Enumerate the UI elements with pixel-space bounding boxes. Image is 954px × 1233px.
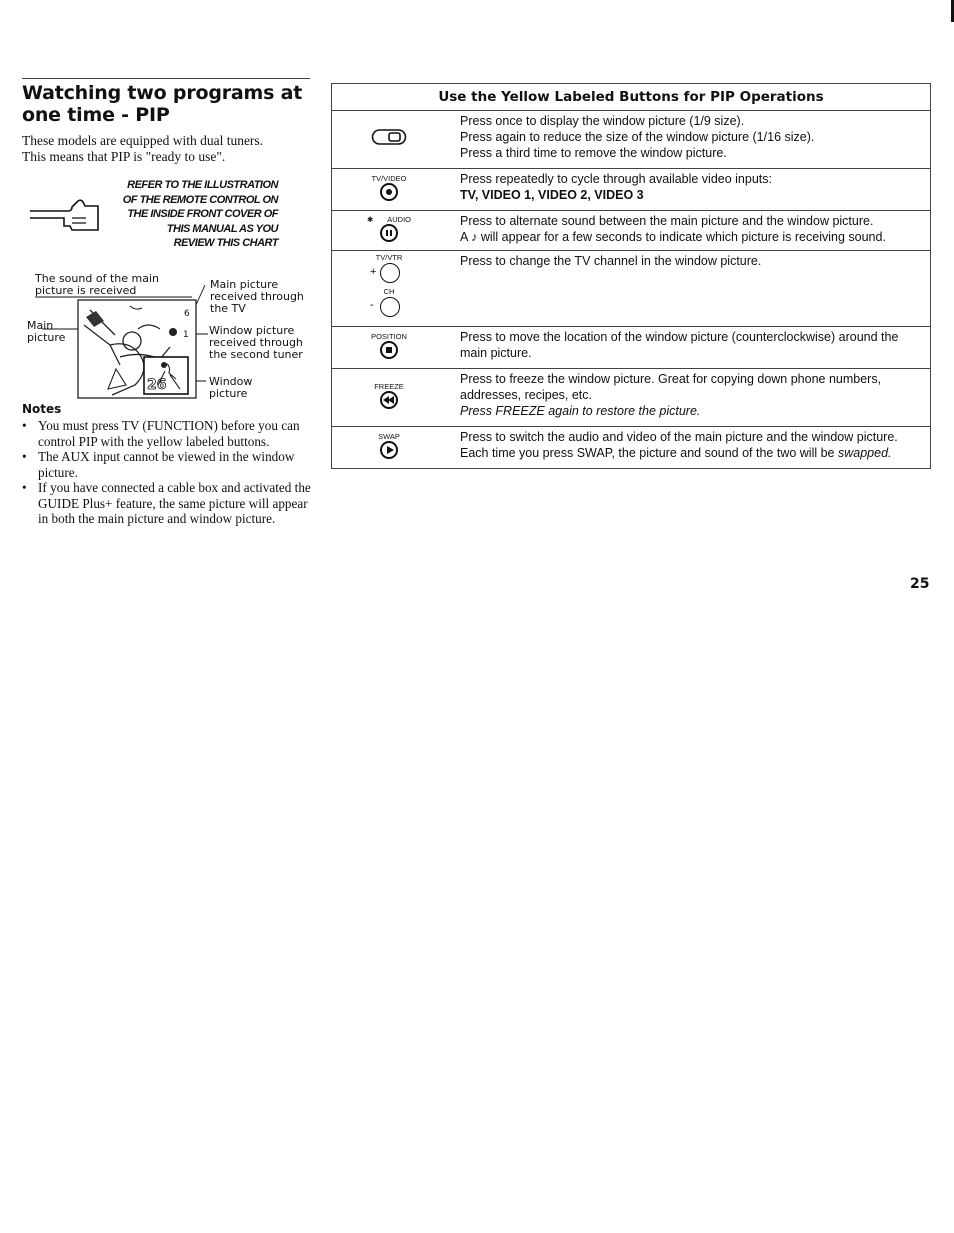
description-line: Press repeatedly to cycle through available video inputs: (460, 172, 772, 186)
description-line: Press to switch the audio and video of the main picture and the window picture. (460, 430, 898, 444)
window-picture-source-line: received through (209, 336, 303, 349)
refer-note-line: REFER TO THE ILLUSTRATION (127, 179, 278, 191)
description-line (460, 445, 922, 461)
refer-note (96, 178, 278, 251)
plus-sign: + (370, 266, 377, 278)
audio-button-cell (332, 211, 447, 251)
description-line: addresses, recipes, etc. (460, 388, 593, 402)
notes-list (22, 418, 312, 527)
description-line: Press to freeze the window picture. Great for copying down phone numbers, (460, 372, 882, 386)
audio-icon (380, 224, 398, 242)
description-line: Press again to reduce the size of the window picture (1/16 size). (460, 130, 815, 144)
audio-description (446, 211, 931, 251)
window-picture-label-line: picture (209, 387, 248, 400)
table-header-row (332, 84, 931, 111)
note-item: • If you have connected a cable box and activated the GUIDE Plus+ feature, the same picture will appear in both the main picture and window picture. (22, 480, 312, 527)
note-item: • The AUX input cannot be viewed in the window picture. (22, 449, 312, 480)
intro-text (22, 133, 312, 165)
window-picture-label-line: Window (209, 375, 253, 388)
ch-button-cell (332, 251, 447, 327)
description-line: Press a third time to remove the window picture. (460, 146, 727, 160)
pip-operations-table (331, 83, 931, 469)
main-channel-number: 6 (184, 309, 190, 319)
description-line: Press to alternate sound between the main picture and the window picture. (460, 214, 874, 228)
window-picture-source-line: the second tuner (209, 348, 303, 361)
pip-icon (371, 127, 407, 147)
position-label: POSITION (371, 331, 407, 341)
table-row (332, 427, 931, 469)
table-heading: Use the Yellow Labeled Buttons for PIP Operations (332, 84, 931, 111)
pip-button-cell (332, 111, 447, 169)
refer-note-line: OF THE REMOTE CONTROL ON (122, 193, 278, 206)
audio-label-text: AUDIO (387, 214, 412, 224)
refer-note-line: THE INSIDE FRONT COVER OF (127, 208, 278, 220)
ch-up-icon (380, 263, 400, 283)
position-button-cell (332, 327, 447, 369)
freeze-button-cell (332, 369, 447, 427)
main-picture-label-line: Main (27, 319, 54, 332)
sound-label-line: The sound of the main (35, 272, 159, 285)
main-picture-label-line: picture (27, 331, 66, 344)
freeze-description (446, 369, 931, 427)
swap-label: SWAP (378, 431, 400, 441)
intro-line2: This means that PIP is "ready to use". (22, 149, 226, 164)
table-row (332, 169, 931, 211)
table-row (332, 111, 931, 169)
window-channel-number: 1 (183, 330, 189, 340)
table-row (332, 251, 931, 327)
table-row (332, 369, 931, 427)
sound-label-line: picture is received (35, 284, 137, 297)
main-picture-source-label (210, 279, 304, 315)
description-line: Press once to display the window picture (1/9 size). (460, 114, 745, 128)
swap-icon (380, 441, 398, 459)
section-title (22, 82, 312, 126)
table-row (332, 211, 931, 251)
minus-sign: - (370, 299, 374, 311)
tv-video-description (446, 169, 931, 211)
table-row (332, 327, 931, 369)
swap-description (446, 427, 931, 469)
refer-note-line: REVIEW THIS CHART (173, 237, 278, 249)
description-line: Press to change the TV channel in the window picture. (460, 254, 762, 268)
window-picture-source-label (209, 325, 303, 361)
main-picture-source-line: received through (210, 290, 304, 303)
tv-video-icon (380, 183, 398, 201)
note-item: • You must press TV (FUNCTION) before you can control PIP with the yellow labeled buttons. (22, 418, 312, 449)
tv-video-button-cell (332, 169, 447, 211)
swap-last-italic: swapped. (837, 446, 892, 460)
position-description (446, 327, 931, 369)
ch-minus-button (332, 296, 446, 318)
pip-illustration (20, 285, 210, 405)
window-channel-digits: 26 (147, 377, 167, 393)
section-title-line2: one time - PIP (22, 104, 170, 126)
freeze-label: FREEZE (374, 381, 404, 391)
window-picture-label (209, 376, 252, 400)
description-line: main picture. (460, 346, 532, 360)
window-picture-source-line: Window picture (209, 324, 295, 337)
main-picture-source-line: the TV (210, 302, 246, 315)
tv-video-label: TV/VIDEO (371, 173, 407, 183)
freeze-restore-line: Press FREEZE again to restore the picture. (460, 404, 701, 418)
ch-description (446, 251, 931, 327)
page-number: 25 (910, 576, 930, 592)
section-rule (22, 78, 310, 79)
audio-label: ✱ AUDIO (366, 214, 412, 224)
tv-vtr-label: TV/VTR (375, 253, 403, 262)
description-line: Press to move the location of the window picture (counterclockwise) around the (460, 330, 899, 344)
position-icon (380, 341, 398, 359)
video-inputs-list: TV, VIDEO 1, VIDEO 2, VIDEO 3 (460, 188, 644, 202)
swap-last-text: Each time you press SWAP, the picture and sound of the two will be (460, 446, 838, 460)
description-line: A ♪ will appear for a few seconds to indicate which picture is receiving sound. (460, 230, 886, 244)
ch-label: CH (383, 287, 395, 296)
pip-description (446, 111, 931, 169)
swap-button-cell (332, 427, 447, 469)
pointing-hand-icon (28, 196, 102, 236)
section-title-line1: Watching two programs at (22, 82, 303, 104)
freeze-icon (380, 391, 398, 409)
main-picture-source-line: Main picture (210, 278, 279, 291)
notes-heading: Notes (22, 402, 62, 416)
ch-plus-button (332, 262, 446, 284)
refer-note-line: THIS MANUAL AS YOU (166, 222, 278, 235)
ch-down-icon (380, 297, 400, 317)
intro-line1: These models are equipped with dual tuners. (22, 133, 264, 148)
